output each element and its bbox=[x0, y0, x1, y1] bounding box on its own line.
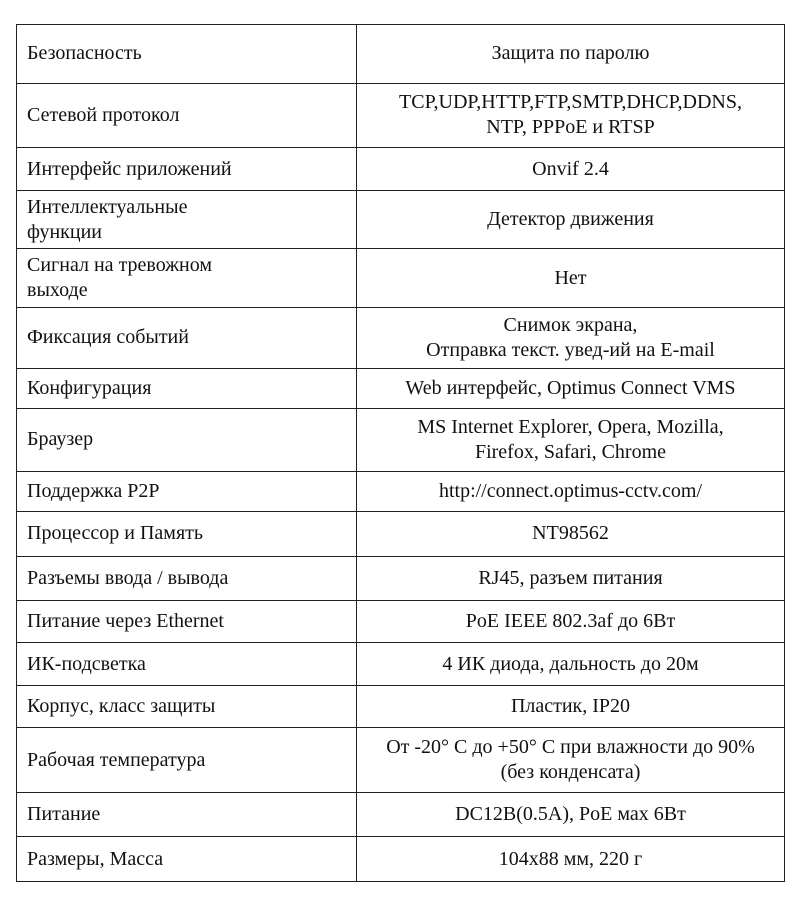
row-value: Web интерфейс, Optimus Connect VMS bbox=[357, 368, 785, 408]
table-row bbox=[17, 685, 785, 727]
row-label: Сигнал на тревожном выходе bbox=[17, 249, 357, 308]
row-value: 4 ИК диода, дальность до 20м bbox=[357, 643, 785, 685]
row-label: Интерфейс приложений bbox=[17, 148, 357, 190]
row-label: Питание через Ethernet bbox=[17, 600, 357, 642]
row-value: От -20° С до +50° С при влажности до 90% (без конденсата) bbox=[357, 728, 785, 793]
row-value: NT98562 bbox=[357, 512, 785, 556]
table-row bbox=[17, 249, 785, 308]
specifications-table bbox=[16, 24, 785, 882]
row-label: Поддержка P2P bbox=[17, 471, 357, 511]
row-value: Пластик, IP20 bbox=[357, 685, 785, 727]
row-label: Сетевой протокол bbox=[17, 83, 357, 148]
row-label: Корпус, класс защиты bbox=[17, 685, 357, 727]
row-value: Детектор движения bbox=[357, 190, 785, 249]
row-label: Процессор и Память bbox=[17, 512, 357, 556]
table-row bbox=[17, 837, 785, 882]
table-row bbox=[17, 25, 785, 84]
row-value: Снимок экрана, Отправка текст. увед-ий на E-mail bbox=[357, 307, 785, 368]
row-value: MS Internet Explorer, Opera, Mozilla, Firefox, Safari, Chrome bbox=[357, 408, 785, 471]
row-value: 104x88 мм, 220 г bbox=[357, 837, 785, 882]
table-row bbox=[17, 408, 785, 471]
row-value: DC12В(0.5А), PoE мах 6Вт bbox=[357, 792, 785, 836]
row-value: Onvif 2.4 bbox=[357, 148, 785, 190]
row-label: ИК-подсветка bbox=[17, 643, 357, 685]
table-row bbox=[17, 307, 785, 368]
table-row bbox=[17, 600, 785, 642]
row-value: PoE IEEE 802.3af до 6Вт bbox=[357, 600, 785, 642]
table-row bbox=[17, 471, 785, 511]
table-row bbox=[17, 83, 785, 148]
row-label: Разъемы ввода / вывода bbox=[17, 556, 357, 600]
row-label: Фиксация событий bbox=[17, 307, 357, 368]
row-label: Рабочая температура bbox=[17, 728, 357, 793]
row-label: Интеллектуальные функции bbox=[17, 190, 357, 249]
row-label: Браузер bbox=[17, 408, 357, 471]
row-label: Размеры, Масса bbox=[17, 837, 357, 882]
table-row bbox=[17, 148, 785, 190]
table-row bbox=[17, 792, 785, 836]
row-value: RJ45, разъем питания bbox=[357, 556, 785, 600]
row-value: Нет bbox=[357, 249, 785, 308]
row-value: TCP,UDP,HTTP,FTP,SMTP,DHCP,DDNS, NTP, PPPoE и RTSP bbox=[357, 83, 785, 148]
table-row bbox=[17, 643, 785, 685]
row-value: http://connect.optimus-cctv.com/ bbox=[357, 471, 785, 511]
table-row bbox=[17, 368, 785, 408]
table-row bbox=[17, 556, 785, 600]
row-label: Конфигурация bbox=[17, 368, 357, 408]
row-value: Защита по паролю bbox=[357, 25, 785, 84]
row-label: Питание bbox=[17, 792, 357, 836]
table-row bbox=[17, 190, 785, 249]
row-label: Безопасность bbox=[17, 25, 357, 84]
specifications-table-body bbox=[17, 25, 785, 882]
table-row bbox=[17, 512, 785, 556]
table-row bbox=[17, 728, 785, 793]
